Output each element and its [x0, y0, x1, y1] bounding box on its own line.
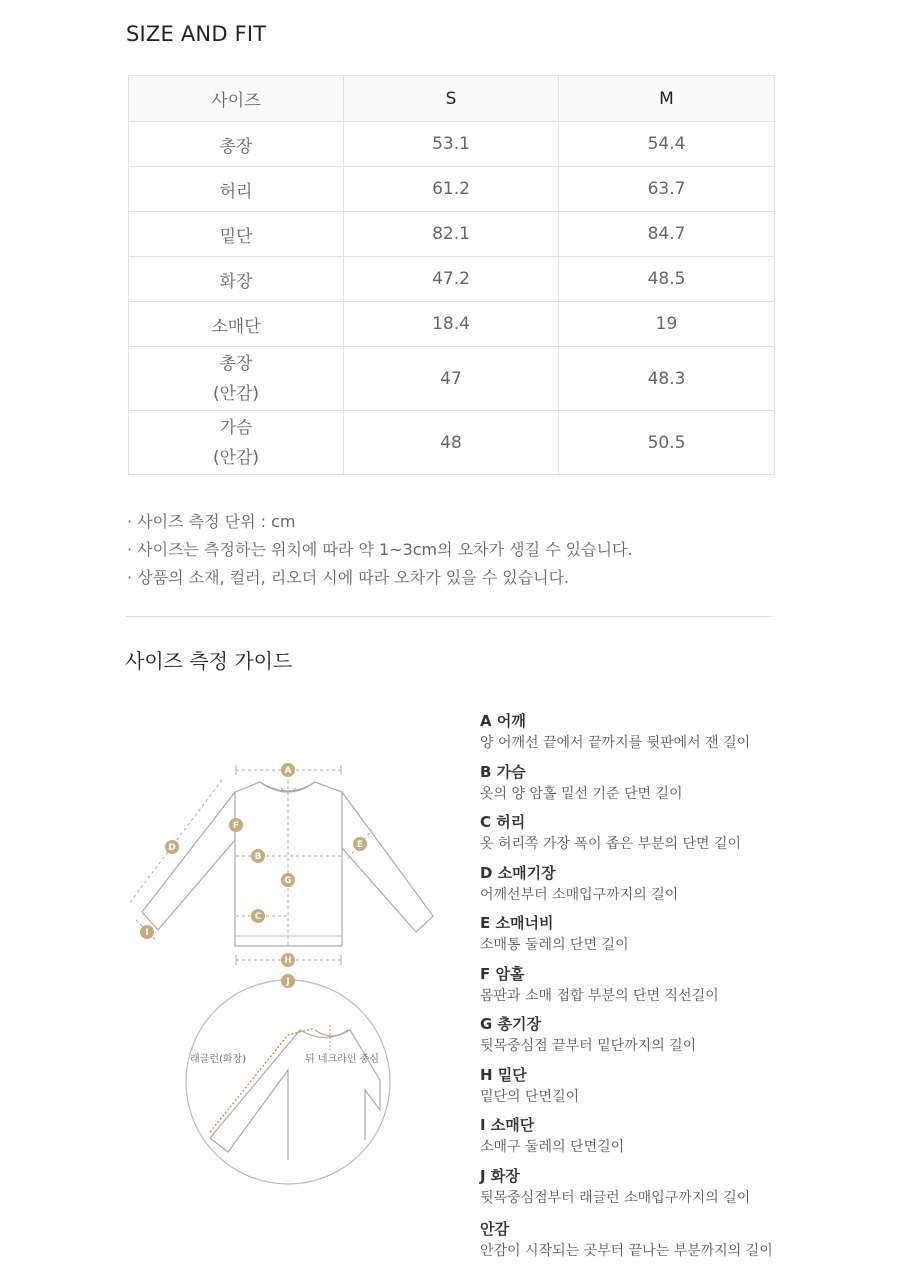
legend-desc: 옷 허리쪽 가장 폭이 좁은 부분의 단면 길이: [480, 836, 742, 852]
header-size-label: 사이즈: [129, 76, 344, 122]
legend-desc: 밑단의 단면길이: [480, 1088, 580, 1105]
table-row: [129, 302, 775, 347]
marker-i: [140, 925, 154, 939]
row-label: 가슴 (안감): [129, 411, 344, 475]
svg-text:F: F: [232, 821, 240, 831]
list-item: [480, 710, 880, 761]
cell-s: 47: [344, 347, 559, 411]
svg-text:C: C: [254, 912, 262, 922]
table-row: [129, 347, 775, 411]
legend-desc: 양 어깨선 끝에서 끝까지를 뒷판에서 잰 길이: [480, 735, 751, 751]
legend-name: I 소매단: [480, 1116, 535, 1134]
marker-d: [165, 840, 179, 854]
marker-h: [281, 953, 295, 967]
row-label: 허리: [129, 167, 344, 212]
marker-f: [229, 818, 243, 832]
svg-text:E: E: [356, 840, 364, 850]
legend-desc: 뒷목중심점 끝부터 밑단까지의 길이: [480, 1038, 697, 1054]
svg-text:I: I: [145, 928, 149, 938]
row-label: 총장: [129, 122, 344, 167]
marker-b: [251, 849, 265, 863]
svg-text:A: A: [284, 766, 292, 776]
cell-m: 84.7: [559, 212, 775, 257]
svg-text:B: B: [254, 852, 262, 862]
legend-name: B 가슴: [480, 762, 526, 781]
legend-name: H 밑단: [480, 1065, 527, 1084]
legend-name: 안감: [480, 1220, 509, 1238]
note-tolerance: · 사이즈는 측정하는 위치에 따라 약 1~3cm의 오차가 생길 수 있습니다.: [127, 540, 633, 559]
measurement-legend: [480, 710, 880, 1269]
table-row: [129, 122, 775, 167]
table-row: [129, 212, 775, 257]
table-header-row: [129, 76, 775, 122]
marker-c: [251, 909, 265, 923]
cell-s: 48: [344, 411, 559, 475]
legend-desc: 안감이 시작되는 곳부터 끝나는 부분까지의 길이: [480, 1243, 773, 1259]
legend-name: C 허리: [480, 813, 526, 831]
list-item: [480, 1064, 880, 1115]
header-size-s: S: [344, 76, 559, 122]
divider: [126, 616, 772, 617]
row-label: 총장 (안감): [129, 347, 344, 411]
cell-s: 53.1: [344, 122, 559, 167]
measurement-diagram: [110, 740, 450, 1210]
legend-name: F 암홀: [480, 964, 525, 983]
list-item: [480, 912, 880, 963]
list-item: [480, 963, 880, 1014]
cell-s: 18.4: [344, 302, 559, 347]
cell-m: 48.5: [559, 257, 775, 302]
svg-text:H: H: [284, 956, 292, 966]
list-item: [480, 862, 880, 913]
row-label: 밑단: [129, 212, 344, 257]
back-neck-label: 뒤 네크라인 중심: [305, 1054, 379, 1065]
legend-name: A 어깨: [480, 712, 526, 730]
list-item: [480, 1165, 880, 1216]
note-unit: · 사이즈 측정 단위 : cm: [127, 512, 296, 531]
svg-text:J: J: [286, 977, 290, 987]
table-row: [129, 257, 775, 302]
guide-title: 사이즈 측정 가이드: [125, 649, 293, 673]
legend-desc: 몸판과 소매 접합 부분의 단면 직선길이: [480, 987, 719, 1004]
legend-desc: 소매통 둘레의 단면 길이: [480, 937, 629, 953]
svg-text:G: G: [284, 876, 292, 886]
legend-desc: 옷의 양 암홀 밑선 기준 단면 길이: [480, 785, 683, 802]
cell-s: 82.1: [344, 212, 559, 257]
marker-g: [281, 873, 295, 887]
cell-m: 48.3: [559, 347, 775, 411]
cell-m: 19: [559, 302, 775, 347]
legend-name: E 소매너비: [480, 914, 554, 932]
marker-e: [353, 837, 367, 851]
size-table: [128, 75, 775, 475]
list-item: [480, 1218, 880, 1269]
marker-j: [281, 974, 295, 988]
legend-name: G 총기장: [480, 1015, 542, 1033]
marker-a: [281, 763, 295, 777]
legend-desc: 소매구 둘레의 단면길이: [480, 1139, 625, 1155]
cell-s: 47.2: [344, 257, 559, 302]
cell-m: 54.4: [559, 122, 775, 167]
note-material: · 상품의 소재, 컬러, 리오더 시에 따라 오차가 있을 수 있습니다.: [127, 568, 570, 587]
list-item: [480, 1114, 880, 1165]
legend-name: D 소매기장: [480, 863, 556, 882]
header-size-m: M: [559, 76, 775, 122]
list-item: [480, 1013, 880, 1064]
list-item: [480, 761, 880, 812]
row-label: 소매단: [129, 302, 344, 347]
legend-desc: 뒷목중심점부터 래글런 소매입구까지의 길이: [480, 1189, 751, 1206]
size-notes: [127, 508, 633, 592]
svg-text:D: D: [168, 843, 176, 853]
row-label: 화장: [129, 257, 344, 302]
legend-name: J 화장: [480, 1166, 520, 1185]
list-item: [480, 811, 880, 862]
raglan-label: 래글런(화장): [190, 1054, 247, 1065]
cell-m: 50.5: [559, 411, 775, 475]
cell-m: 63.7: [559, 167, 775, 212]
table-row: [129, 167, 775, 212]
cell-s: 61.2: [344, 167, 559, 212]
legend-desc: 어깨선부터 소매입구까지의 길이: [480, 886, 679, 903]
section-title: SIZE AND FIT: [126, 22, 267, 46]
table-row: [129, 411, 775, 475]
